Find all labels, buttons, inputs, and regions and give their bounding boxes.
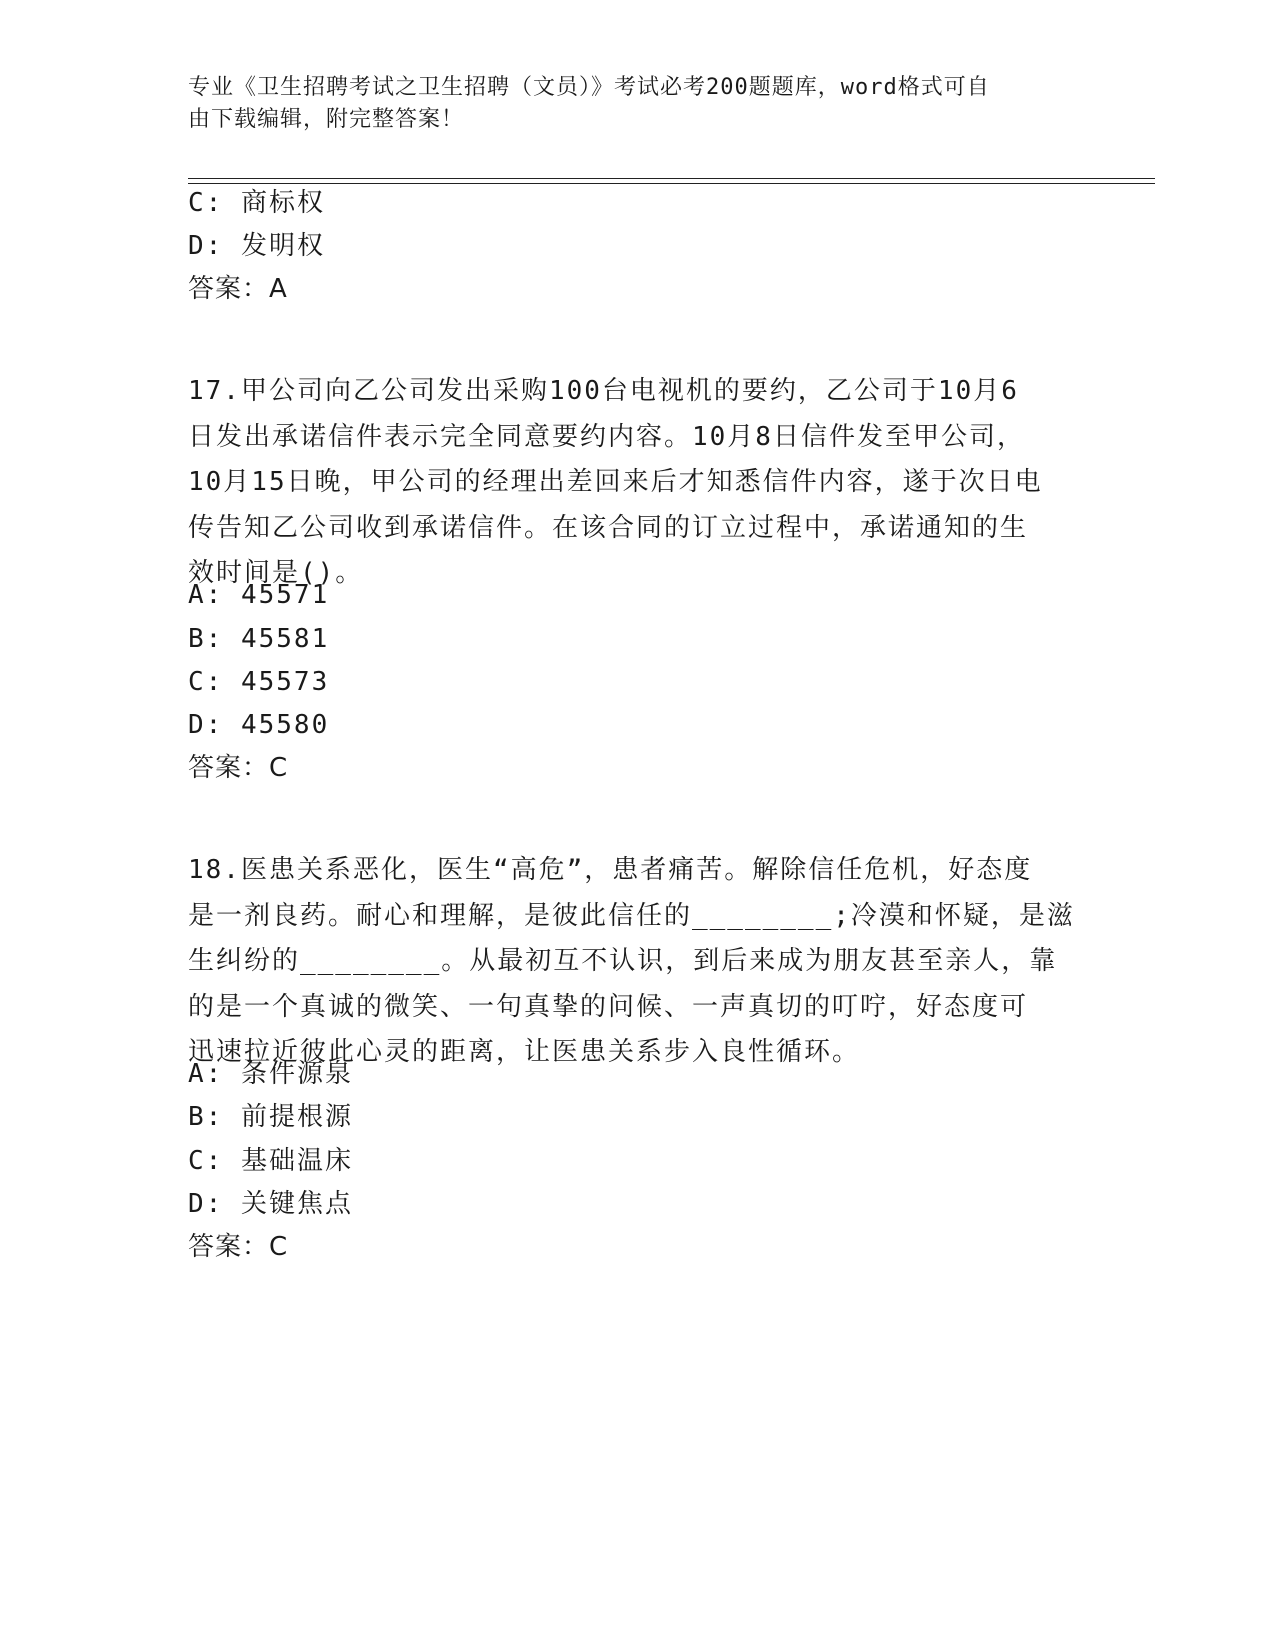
question-line: 的是一个真诚的微笑、一句真挚的问候、一声真切的叮咛，好态度可 — [188, 991, 1029, 1022]
option-b — [188, 1100, 353, 1134]
option-label: B: — [188, 624, 224, 654]
question-line: 10月15日晚，甲公司的经理出差回来后才知悉信件内容，遂于次日电 — [188, 467, 1043, 497]
question-line: 生纠纷的________。从最初互不认识，到后来成为朋友甚至亲人，靠 — [188, 946, 1058, 976]
question-line: 18.医患关系恶化，医生“高危”，患者痛苦。解除信任危机，好态度 — [188, 855, 1033, 885]
option-d — [188, 229, 325, 263]
option-a — [188, 1057, 353, 1091]
option-c — [188, 665, 329, 699]
option-label: C: — [188, 188, 224, 218]
option-label: C: — [188, 1146, 224, 1176]
header-divider-top — [188, 178, 1155, 179]
option-label: D: — [188, 231, 224, 261]
option-b — [188, 622, 329, 656]
option-d — [188, 708, 329, 742]
answer-line: 答案：C — [188, 1232, 289, 1262]
question-line: 迅速拉近彼此心灵的距离，让医患关系步入良性循环。 — [188, 1037, 861, 1067]
option-label: C: — [188, 667, 224, 697]
header-line-1: 专业《卫生招聘考试之卫生招聘（文员）》考试必考200题题库，word格式可自 — [188, 75, 990, 100]
option-d — [188, 1187, 353, 1221]
question-line: 17.甲公司向乙公司发出采购100台电视机的要约，乙公司于10月6 — [188, 376, 1019, 406]
option-text: 条件源泉 — [240, 1059, 353, 1089]
answer-line: 答案：A — [188, 274, 288, 304]
option-text: 前提根源 — [240, 1102, 353, 1132]
option-label: A: — [188, 580, 224, 610]
option-text: 45571 — [240, 580, 330, 610]
question-line: 效时间是()。 — [188, 558, 364, 588]
option-c — [188, 186, 325, 220]
option-text: 45573 — [240, 667, 330, 697]
question-line: 是一剂良药。耐心和理解，是彼此信任的________;冷漠和怀疑，是滋 — [188, 900, 1075, 931]
question-18-text — [188, 848, 1088, 1076]
option-text: 45580 — [240, 710, 330, 740]
option-text: 45581 — [240, 624, 330, 654]
option-c — [188, 1144, 353, 1178]
question-line: 传告知乙公司收到承诺信件。在该合同的订立过程中，承诺通知的生 — [188, 512, 1029, 543]
question-17-text — [188, 369, 1088, 597]
option-text: 关键焦点 — [240, 1189, 353, 1219]
answer-line: 答案：C — [188, 753, 289, 783]
option-text: 基础温床 — [240, 1146, 353, 1176]
option-label: A: — [188, 1059, 224, 1089]
option-a — [188, 578, 329, 612]
option-label: D: — [188, 710, 224, 740]
document-header — [188, 72, 1068, 136]
option-label: D: — [188, 1189, 224, 1219]
option-text: 商标权 — [240, 188, 325, 218]
option-label: B: — [188, 1102, 224, 1132]
header-line-2: 由下载编辑，附完整答案！ — [188, 107, 465, 132]
header-divider-bottom — [188, 183, 1155, 184]
option-text: 发明权 — [240, 231, 325, 261]
question-line: 日发出承诺信件表示完全同意要约内容。10月8日信件发至甲公司， — [188, 421, 1025, 452]
